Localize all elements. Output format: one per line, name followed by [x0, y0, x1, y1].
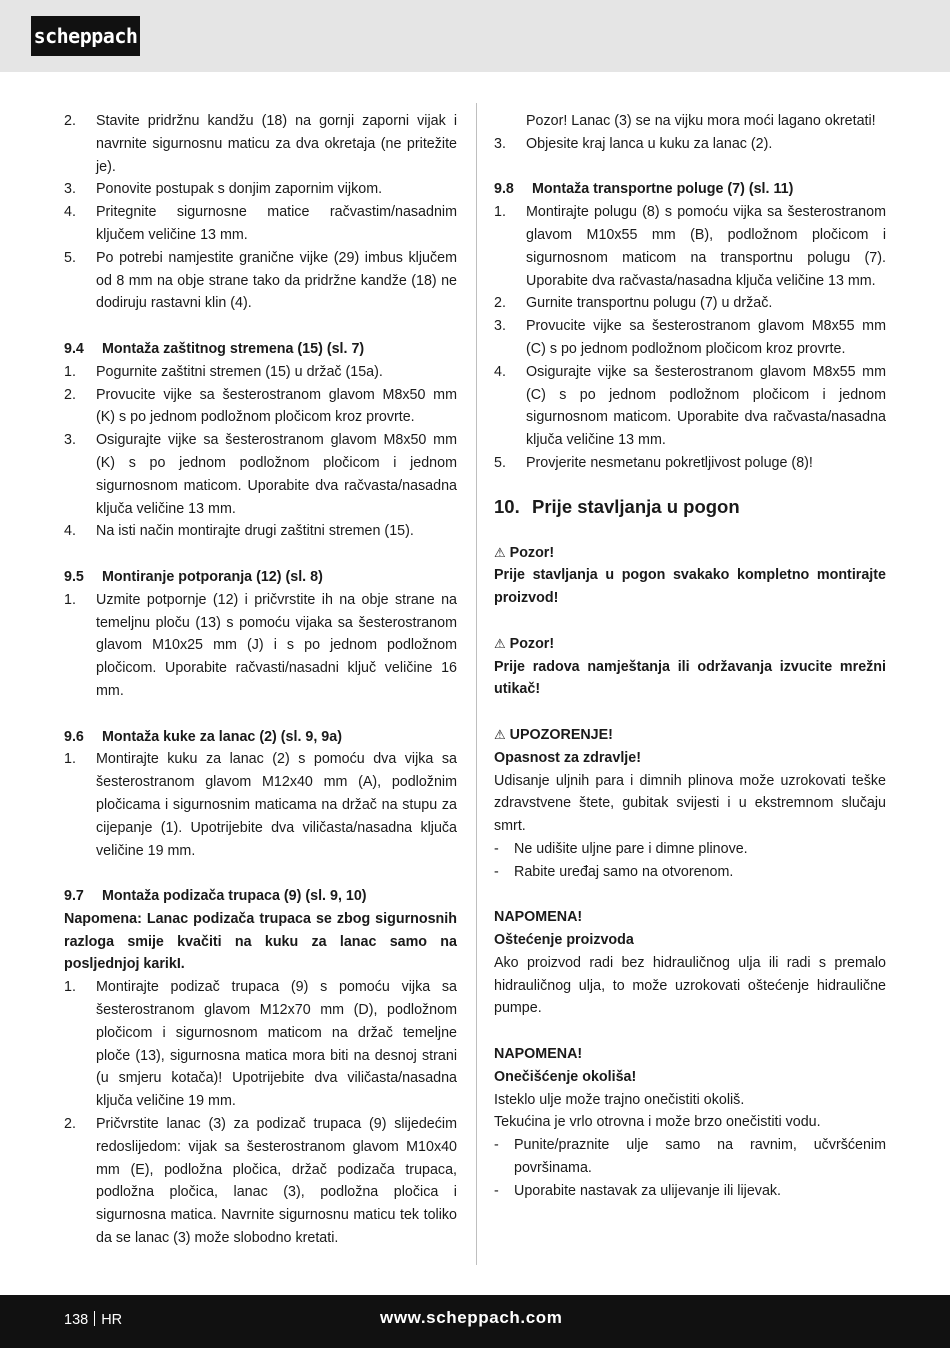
note-subtitle: Onečišćenje okoliša!	[494, 1068, 637, 1085]
list-item: 4. Pritegnite sigurnosne matice račvastim/nasadnim ključem veličine 13 mm.	[64, 204, 457, 243]
list-item: 1. Montirajte podizač trupaca (9) s pomoću vijka sa šesterostranom glavom M12x70 mm (D), podložnom pločicom i sigurnosnom maticom na držač temeljne ploče (13), sigurnosna matica mora biti na desnoj strani (u smjeru kotača)! Upotrijebite dva viličasta/nasadna ključa veličine 19 mm.	[64, 979, 457, 1110]
brand-logo: scheppach	[31, 16, 140, 56]
list-item: 2. Pričvrstite lanac (3) za podizač trupaca (9) slijedećim redoslijedom: vijak sa šesterostranom glavom M10x40 mm (E), podložna pločica, držač podizača trupaca, podložna pločica, lanac (3), podložna pločica i sigurnosna matica. Navrnite sigurnosnu maticu tek toliko da se lanac (3) može slobodno kretati.	[64, 1116, 457, 1247]
language-code: HR	[101, 1312, 123, 1328]
section-heading-9-5: 9.5 Montiranje potporanja (12) (sl. 8)	[64, 568, 323, 585]
list-item: 2. Gurnite transportnu polugu (7) u držač.	[494, 295, 773, 312]
list-item: 1. Montirajte polugu (8) s pomoću vijka sa šesterostranom glavom M10x55 mm (B), podložnom pločicom i sigurnosnom maticom na transportnu polugu (7). Uporabite dva račvasta/nasadna ključa veličine 13 mm.	[494, 204, 886, 289]
warning-subtitle: Opasnost za zdravlje!	[494, 749, 641, 766]
note-text: Tekućina je vrlo otrovna i može brzo onečistiti vodu.	[494, 1114, 821, 1131]
note-text: Isteklo ulje može trajno onečistiti okoliš.	[494, 1091, 745, 1108]
note-label: NAPOMENA!	[494, 909, 583, 926]
left-column	[64, 110, 457, 1250]
warning-label: ⚠ Pozor!	[494, 633, 886, 656]
list-item: 4. Osigurajte vijke sa šesterostranom glavom M8x55 mm (C) s po jednom podložnom pločicom i jednom sigurnosnom maticom. Uporabite dva račvasta/nasadna ključa veličine 13 mm.	[494, 363, 886, 449]
note-subtitle: Oštećenje proizvoda	[494, 932, 634, 949]
chapter-heading-10: 10. Prije stavljanja u pogon	[494, 495, 740, 517]
website-url[interactable]: www.scheppach.com	[380, 1308, 563, 1327]
bullet-item: - Punite/praznite ulje samo na ravnim, učvršćenim površinama.	[494, 1137, 886, 1177]
list-item: 3. Objesite kraj lanca u kuku za lanac (2).	[494, 135, 773, 152]
list-item: 2. Stavite pridržnu kandžu (18) na gornji zaporni vijak i navrnite sigurnosnu maticu za dva okretaja (ne pritežite je).	[64, 113, 457, 175]
section-heading-9-6: 9.6 Montaža kuke za lanac (2) (sl. 9, 9a)	[64, 728, 342, 745]
list-item: 2. Provucite vijke sa šesterostranom glavom M8x50 mm (K) s po jednom podložnom pločicom kroz provrte.	[64, 386, 457, 426]
list-item: 1. Pogurnite zaštitni stremen (15) u držač (15a).	[64, 363, 383, 380]
list-item: 3. Ponovite postupak s donjim zapornim vijkom.	[64, 181, 383, 198]
page-number: 138 HR	[64, 1312, 123, 1328]
section-heading-9-7: 9.7 Montaža podizača trupaca (9) (sl. 9, 10)	[64, 888, 367, 905]
list-item: 1. Montirajte kuku za lanac (2) s pomoću dva vijka sa šesterostranom glavom M12x40 mm (A), podložnim pločicama i sigurnosnim maticama na držač na stupu za cijepanje (1). Upotrijebite dva viličasta/nasadna ključa veličine 19 mm.	[64, 751, 457, 859]
list-item: 5. Po potrebi namjestite granične vijke (29) imbus ključem od 8 mm na obje strane tako da pridržne kandže (18) ne dodiruju rastavni klin (4).	[64, 249, 457, 312]
note-label: NAPOMENA!	[494, 1046, 583, 1063]
section-heading-9-8: 9.8 Montaža transportne poluge (7) (sl. 11)	[494, 181, 794, 198]
warning-triangle-icon: ⚠	[494, 544, 506, 560]
column-divider	[476, 103, 477, 1265]
note-text: Ako proizvod radi bez hidrauličnog ulja ili radi s premalo hidrauličnog ulja, to može uzrokovati oštećenje hidraulične pumpe.	[494, 954, 886, 1017]
bullet-item: - Ne udišite uljne pare i dimne plinove.	[494, 840, 748, 857]
section-heading-9-4: 9.4 Montaža zaštitnog stremena (15) (sl. 7)	[64, 340, 365, 357]
warning-text: Udisanje uljnih para i dimnih plinova može uzrokovati teške zdravstvene štete, gubitak svijesti i u ekstremnom slučaju smrt.	[494, 772, 886, 835]
warning-text: Prije radova namještanja ili održavanja izvucite mrežni utikač!	[494, 658, 886, 698]
warning-triangle-icon: ⚠	[494, 635, 506, 651]
continued-text: Pozor! Lanac (3) se na vijku mora moći lagano okretati!	[526, 113, 876, 129]
right-column	[494, 110, 886, 1203]
bullet-item: - Rabite uređaj samo na otvorenom.	[494, 863, 734, 880]
list-item: 3. Provucite vijke sa šesterostranom glavom M8x55 mm (C) s po jednom podložnom pločicom kroz provrte.	[494, 318, 886, 357]
list-item: 5. Provjerite nesmetanu pokretljivost poluge (8)!	[494, 454, 813, 471]
list-item: 1. Uzmite potpornje (12) i pričvrstite ih na obje strane na temeljnu ploču (13) s pomoću vijaka sa šesterostranom glavom M10x25 mm (J) i s po jednom podložnom pločicom. Uporabite račvasti/nasadni ključ veličine 16 mm.	[64, 591, 457, 699]
warning-label: ⚠ UPOZORENJE!	[494, 724, 886, 747]
bullet-item: - Uporabite nastavak za ulijevanje ili lijevak.	[494, 1182, 782, 1199]
warning-text: Prije stavljanja u pogon svakako kompletno montirajte proizvod!	[494, 567, 886, 607]
header-band	[0, 0, 950, 72]
list-item: 4. Na isti način montirajte drugi zaštitni stremen (15).	[64, 523, 414, 540]
safety-note: Napomena: Lanac podizača trupaca se zbog sigurnosnih razloga smije kvačiti na kuku za lanac samo na posljednjoj karikI.	[64, 910, 457, 973]
warning-triangle-icon: ⚠	[494, 726, 506, 742]
warning-label: ⚠ Pozor!	[494, 542, 886, 565]
page-footer	[0, 1295, 950, 1348]
list-item: 3. Osigurajte vijke sa šesterostranom glavom M8x50 mm (K) s po jednom podložnom pločicom i jednom sigurnosnom maticom. Uporabite dva račvasta/nasadna ključa veličine 13 mm.	[64, 432, 457, 517]
